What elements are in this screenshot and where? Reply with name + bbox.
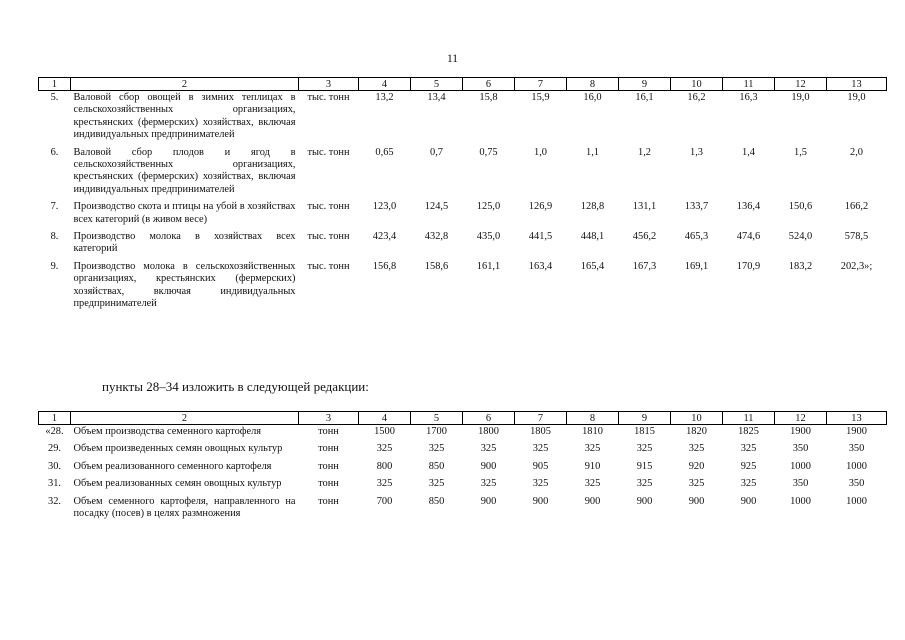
indicator-value: 1000 xyxy=(790,460,811,472)
indicator-value: 1900 xyxy=(790,426,811,437)
indicator-value: 170,9 xyxy=(736,260,761,272)
row-number: 32. xyxy=(48,495,61,507)
unit-of-measure: тонн xyxy=(318,443,339,455)
column-number: 6 xyxy=(463,412,515,425)
indicator-value: 163,4 xyxy=(528,260,553,272)
indicator-value: 325 xyxy=(428,443,445,455)
column-number: 11 xyxy=(723,412,775,425)
indicator-value: 350 xyxy=(792,443,809,455)
column-number-header xyxy=(39,412,887,425)
column-number: 12 xyxy=(775,78,827,91)
indicator-name: Производство молока в сельскохозяйственных организациях, крестьянских (фермерских) хозяйствах, включая индивидуальных предпринимателей xyxy=(73,260,296,310)
indicator-value: 136,4 xyxy=(736,201,761,213)
table-row xyxy=(39,442,887,459)
indicator-value: 1700 xyxy=(426,426,447,437)
row-number: 29. xyxy=(48,443,61,455)
column-number: 9 xyxy=(619,412,671,425)
indicator-value: 0,75 xyxy=(479,146,498,158)
row-number: 9. xyxy=(50,260,59,272)
indicator-value: 131,1 xyxy=(632,201,657,213)
indicator-value: 167,3 xyxy=(632,260,657,272)
indicator-value: 325 xyxy=(428,478,445,490)
indicator-value: 325 xyxy=(584,443,601,455)
indicator-value: 578,5 xyxy=(844,231,869,243)
indicator-value: 19,0 xyxy=(791,92,810,103)
indicator-value: 325 xyxy=(688,478,705,490)
indicator-value: 325 xyxy=(636,478,653,490)
indicator-value: 165,4 xyxy=(580,260,605,272)
indicator-value: 325 xyxy=(688,443,705,455)
unit-of-measure: тонн xyxy=(318,495,339,507)
unit-of-measure: тыс. тонн xyxy=(307,260,350,272)
indicator-value: 1,4 xyxy=(742,146,755,158)
indicator-value: 441,5 xyxy=(528,231,553,243)
indicator-value: 1825 xyxy=(738,426,759,437)
unit-of-measure: тыс. тонн xyxy=(307,231,350,243)
table-row xyxy=(39,260,887,315)
indicator-value: 183,2 xyxy=(788,260,813,272)
indicator-value: 325 xyxy=(532,443,549,455)
indicator-value: 350 xyxy=(792,478,809,490)
indicator-value: 125,0 xyxy=(476,201,501,213)
indicator-name: Объем производства семенного картофеля xyxy=(73,426,262,437)
indicator-value: 15,9 xyxy=(531,92,550,103)
indicator-value: 124,5 xyxy=(424,201,449,213)
column-number: 7 xyxy=(515,78,567,91)
indicator-value: 16,1 xyxy=(635,92,654,103)
indicator-value: 900 xyxy=(740,495,757,507)
indicator-value: 1805 xyxy=(530,426,551,437)
column-number: 10 xyxy=(671,78,723,91)
table-row xyxy=(39,200,887,230)
indicator-value: 900 xyxy=(688,495,705,507)
indicator-value: 202,3»; xyxy=(840,260,873,272)
column-number: 8 xyxy=(567,412,619,425)
unit-of-measure: тонн xyxy=(318,460,339,472)
column-number: 10 xyxy=(671,412,723,425)
indicator-value: 325 xyxy=(636,443,653,455)
row-number: 31. xyxy=(48,478,61,490)
table-row xyxy=(39,460,887,477)
row-number: 30. xyxy=(48,460,61,472)
indicator-value: 432,8 xyxy=(424,231,449,243)
indicator-value: 1810 xyxy=(582,426,603,437)
column-number: 1 xyxy=(39,78,71,91)
table-row xyxy=(39,91,887,146)
column-number: 6 xyxy=(463,78,515,91)
indicator-name: Валовой сбор плодов и ягод в сельскохозяйственных организациях, крестьянских (фермерских) хозяйствах, включая индивидуальных предпринимателей xyxy=(73,146,296,195)
indicator-value: 325 xyxy=(740,478,757,490)
indicator-value: 900 xyxy=(480,460,497,472)
indicator-value: 423,4 xyxy=(372,231,397,243)
column-number: 8 xyxy=(567,78,619,91)
indicator-value: 325 xyxy=(584,478,601,490)
indicator-value: 325 xyxy=(532,478,549,490)
indicator-name: Валовой сбор овощей в зимних теплицах в сельскохозяйственных организациях, крестьянских (фермерских) хозяйствах, включая индивидуальных предпринимателей xyxy=(73,92,296,141)
indicator-value: 1000 xyxy=(846,460,867,472)
table-row xyxy=(39,425,887,443)
unit-of-measure: тонн xyxy=(318,478,339,490)
indicator-value: 128,8 xyxy=(580,201,605,213)
table-row xyxy=(39,146,887,201)
indicator-value: 524,0 xyxy=(788,231,813,243)
indicator-value: 1900 xyxy=(846,426,867,437)
indicator-name: Объем реализованного семенного картофеля xyxy=(73,460,272,472)
table-row xyxy=(39,230,887,260)
amendment-instruction: пункты 28–34 изложить в следующей редакции: xyxy=(102,379,369,394)
indicator-value: 150,6 xyxy=(788,201,813,213)
column-number: 4 xyxy=(359,412,411,425)
column-number: 13 xyxy=(827,412,887,425)
indicator-value: 900 xyxy=(532,495,549,507)
table-row xyxy=(39,495,887,525)
column-number: 3 xyxy=(299,78,359,91)
indicator-value: 158,6 xyxy=(424,260,449,272)
indicator-value: 1000 xyxy=(790,495,811,507)
indicator-value: 850 xyxy=(428,495,445,507)
indicator-value: 0,7 xyxy=(430,146,443,158)
indicator-value: 325 xyxy=(376,478,393,490)
indicator-value: 169,1 xyxy=(684,260,709,272)
indicator-value: 1,2 xyxy=(638,146,651,158)
indicator-value: 16,0 xyxy=(583,92,602,103)
amended-indicator-table xyxy=(38,411,887,524)
column-number: 13 xyxy=(827,78,887,91)
indicator-value: 325 xyxy=(480,443,497,455)
indicator-value: 123,0 xyxy=(372,201,397,213)
indicator-value: 166,2 xyxy=(844,201,869,213)
row-number: 7. xyxy=(50,201,59,213)
column-number: 3 xyxy=(299,412,359,425)
indicator-value: 133,7 xyxy=(684,201,709,213)
indicator-name: Объем реализованных семян овощных культур xyxy=(73,478,282,490)
unit-of-measure: тыс. тонн xyxy=(307,201,350,213)
indicator-value: 350 xyxy=(848,478,865,490)
indicator-value: 1500 xyxy=(374,426,395,437)
column-number: 5 xyxy=(411,78,463,91)
column-number: 7 xyxy=(515,412,567,425)
column-number-header xyxy=(39,78,887,91)
indicator-value: 474,6 xyxy=(736,231,761,243)
indicator-value: 16,2 xyxy=(687,92,706,103)
indicator-value: 456,2 xyxy=(632,231,657,243)
indicator-value: 1,0 xyxy=(534,146,547,158)
indicator-value: 800 xyxy=(376,460,393,472)
indicator-value: 325 xyxy=(740,443,757,455)
indicator-value: 465,3 xyxy=(684,231,709,243)
indicator-value: 850 xyxy=(428,460,445,472)
column-number: 4 xyxy=(359,78,411,91)
indicator-table-continued xyxy=(38,77,887,315)
indicator-value: 126,9 xyxy=(528,201,553,213)
row-number: 8. xyxy=(50,231,59,243)
indicator-value: 13,4 xyxy=(427,92,446,103)
indicator-value: 900 xyxy=(480,495,497,507)
indicator-value: 1820 xyxy=(686,426,707,437)
row-number: 5. xyxy=(50,92,59,103)
indicator-value: 448,1 xyxy=(580,231,605,243)
indicator-value: 161,1 xyxy=(476,260,501,272)
indicator-value: 900 xyxy=(636,495,653,507)
indicator-name: Объем семенного картофеля, направленного на посадку (посев) в целях размножения xyxy=(73,495,296,520)
unit-of-measure: тонн xyxy=(318,426,339,437)
indicator-value: 0,65 xyxy=(375,146,394,158)
indicator-name: Производство скота и птицы на убой в хозяйствах всех категорий (в живом весе) xyxy=(73,201,296,225)
column-number: 9 xyxy=(619,78,671,91)
indicator-value: 1,3 xyxy=(690,146,703,158)
indicator-value: 435,0 xyxy=(476,231,501,243)
indicator-value: 2,0 xyxy=(850,146,863,158)
indicator-value: 700 xyxy=(376,495,393,507)
indicator-value: 900 xyxy=(584,495,601,507)
column-number: 2 xyxy=(71,412,299,425)
indicator-value: 1800 xyxy=(478,426,499,437)
column-number: 5 xyxy=(411,412,463,425)
indicator-value: 1,1 xyxy=(586,146,599,158)
indicator-value: 1815 xyxy=(634,426,655,437)
indicator-value: 910 xyxy=(584,460,601,472)
indicator-value: 1,5 xyxy=(794,146,807,158)
indicator-value: 920 xyxy=(688,460,705,472)
indicator-value: 16,3 xyxy=(739,92,758,103)
column-number: 2 xyxy=(71,78,299,91)
row-number: 6. xyxy=(50,146,59,158)
column-number: 12 xyxy=(775,412,827,425)
indicator-value: 19,0 xyxy=(847,92,866,103)
unit-of-measure: тыс. тонн xyxy=(307,146,350,158)
indicator-value: 325 xyxy=(376,443,393,455)
indicator-value: 1000 xyxy=(846,495,867,507)
column-number: 11 xyxy=(723,78,775,91)
indicator-value: 905 xyxy=(532,460,549,472)
table-row xyxy=(39,477,887,494)
indicator-value: 13,2 xyxy=(375,92,394,103)
indicator-value: 156,8 xyxy=(372,260,397,272)
indicator-name: Объем произведенных семян овощных культур xyxy=(73,443,283,455)
indicator-value: 925 xyxy=(740,460,757,472)
row-number: «28. xyxy=(45,426,64,437)
indicator-value: 915 xyxy=(636,460,653,472)
indicator-name: Производство молока в хозяйствах всех категорий xyxy=(73,231,296,255)
indicator-value: 15,8 xyxy=(479,92,498,103)
indicator-value: 350 xyxy=(848,443,865,455)
page-number: 11 xyxy=(446,53,459,65)
indicator-value: 325 xyxy=(480,478,497,490)
column-number: 1 xyxy=(39,412,71,425)
unit-of-measure: тыс. тонн xyxy=(307,92,350,103)
